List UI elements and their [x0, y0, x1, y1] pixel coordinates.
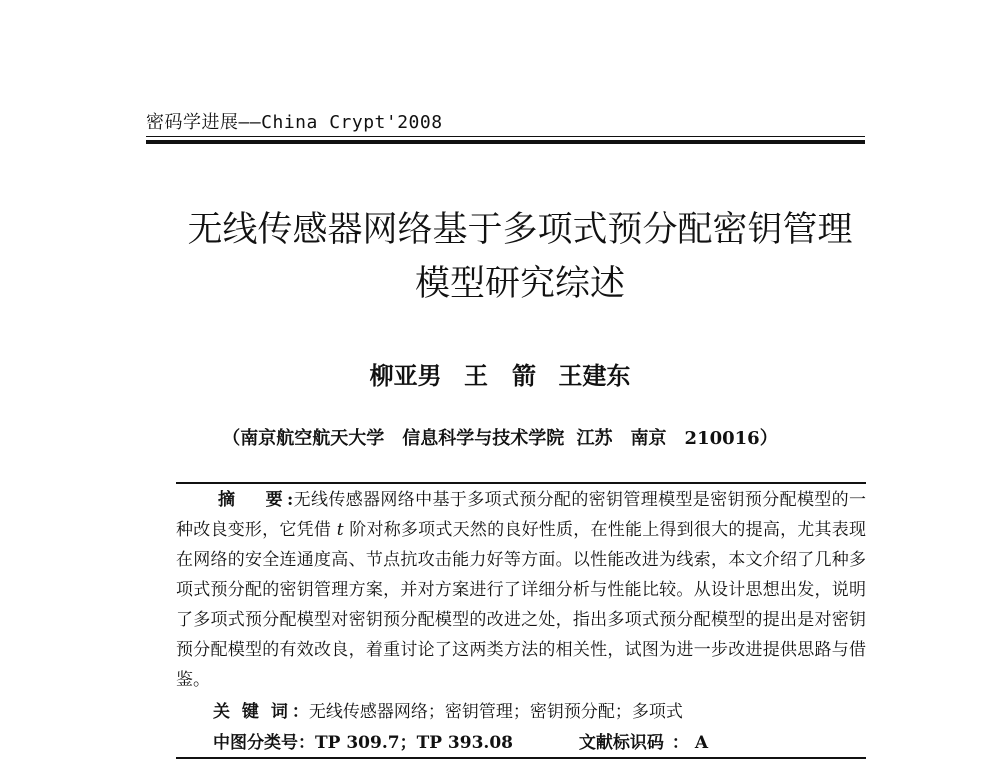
- author-name: 王 箭: [464, 361, 536, 390]
- header-rule-thick: [146, 140, 865, 144]
- keywords-label: 关 键 词: [213, 702, 288, 722]
- author-list: [0, 356, 1000, 391]
- abstract-top-rule: [176, 482, 866, 484]
- document-code-label: 文献标识码: [578, 733, 664, 753]
- author-name: 柳亚男: [369, 361, 442, 390]
- title-line-1: 无线传感器网络基于多项式预分配密钥管理: [187, 210, 853, 250]
- abstract-text-part-1: 无线传感器网络中基于多项式预分配的密钥管理模型是密钥预分配模型的一种改良变形，它凭借: [176, 490, 867, 540]
- document-code: A: [694, 733, 709, 753]
- title-line-2: 模型研究综述: [414, 264, 625, 304]
- abstract-text-part-2: 阶对称多项式天然的良好性质，在性能上得到很大的提高，尤其表现在网络的安全连通度高、节点抗攻击能力好等方面。以性能改进为线索，本文介绍了几种多项式预分配的密钥管理方案，并对方案进行了详细分析与性能比较。从设计思想出发，说明了多项式预分配模型对密钥预分配模型的改进之处，指出多项式预分配模型的提出是对密钥预分配模型的有效改良，着重讨论了这两类方法的相关性，试图为进一步改进提供思路与借鉴。: [176, 520, 867, 690]
- keywords-line: 关 键 词 ：无线传感器网络；密钥管理；密钥预分配；多项式: [213, 702, 683, 722]
- keywords-text: 无线传感器网络；密钥管理；密钥预分配；多项式: [308, 702, 683, 722]
- paper-title: [160, 203, 880, 311]
- classification-text: TP 309.7；TP 393.08: [315, 733, 513, 753]
- abstract-math-symbol: t: [336, 520, 344, 540]
- bottom-rule: [176, 757, 866, 759]
- header-rule-thin: [146, 136, 865, 137]
- affiliation: （南京航空航天大学 信息科学与技术学院 江苏 南京 210016）: [222, 428, 778, 449]
- abstract-label: 摘 要: [218, 490, 283, 510]
- classification-label: 中图分类号: [213, 733, 298, 753]
- classification-line: 中图分类号：TP 309.7；TP 393.08 文献标识码 ： A: [213, 733, 709, 753]
- author-name: 王建东: [558, 361, 631, 390]
- running-head: 密码学进展——China Crypt'2008: [146, 112, 443, 133]
- abstract: 摘 要 :无线传感器网络中基于多项式预分配的密钥管理模型是密钥预分配模型的一种改良变形，它凭借 t 阶对称多项式天然的良好性质，在性能上得到很大的提高，尤其表现在网络的安全连通度高、节点抗攻击能力好等方面。以性能改进为线索，本文介绍了几种多项式预分配的密钥管理方案，并对方案进行了详细分析与性能比较。从设计思想出发，说明了多项式预分配模型对密钥预分配模型的改进之处，指出多项式预分配模型的提出是对密钥预分配模型的有效改良，着重讨论了这两类方法的相关性，试图为进一步改进提供思路与借鉴。: [176, 490, 867, 690]
